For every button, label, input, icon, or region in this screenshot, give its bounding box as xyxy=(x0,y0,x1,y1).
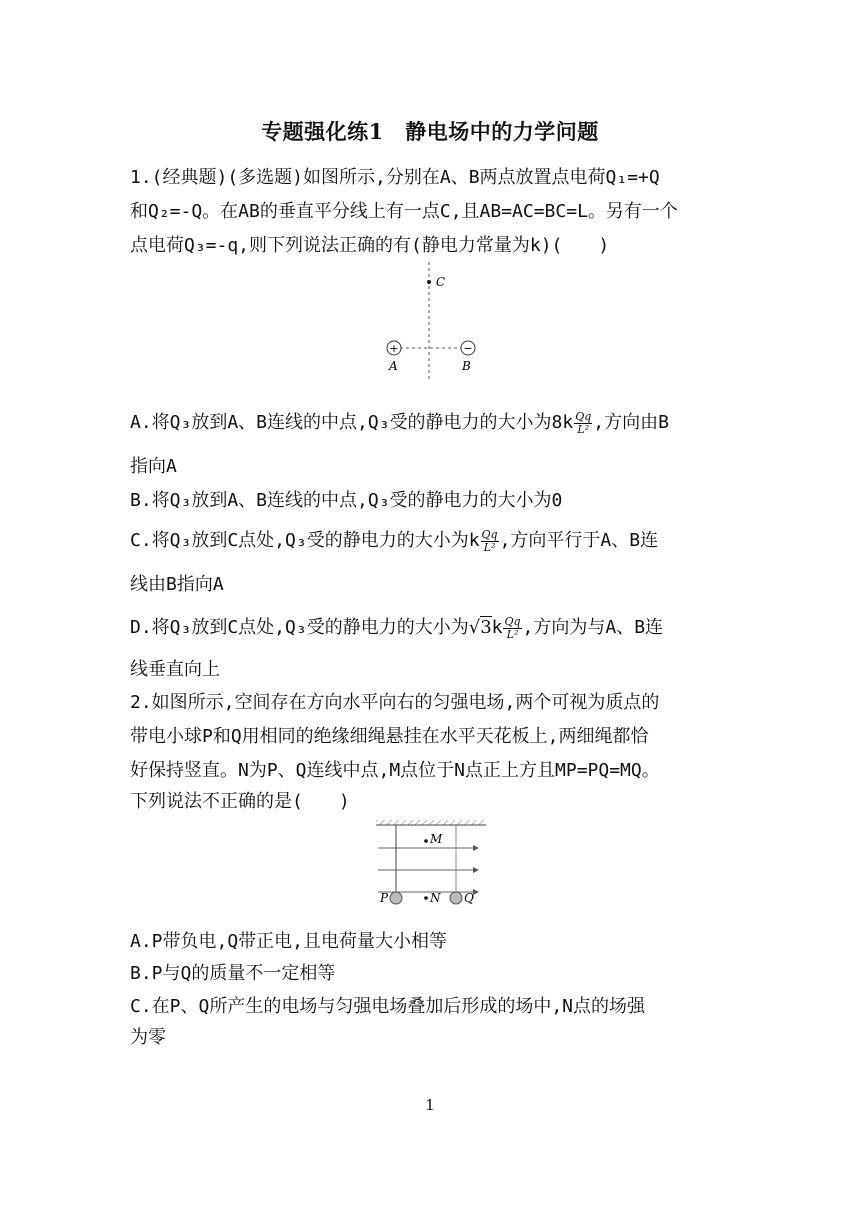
q1-option-a xyxy=(130,408,730,436)
sqrt-3: √3 xyxy=(468,617,492,638)
q1-option-a-text: A.将Q₃放到A、B连线的中点,Q₃受的静电力的大小为8k xyxy=(130,412,574,433)
label-b: B xyxy=(462,359,471,373)
label-c: C xyxy=(436,275,446,289)
q2-option-a: A.P带负电,Q带正电,且电荷量大小相等 xyxy=(130,931,448,952)
q1-option-c xyxy=(130,526,730,554)
label-a: A xyxy=(389,359,398,373)
q1-option-d: D.将Q₃放到C点处,Q₃受的静电力的大小为√3k $\frac{Qq}{\text{L²}}$ ,方向为与A、B连 xyxy=(130,614,664,641)
q1-option-c-cont: 线由B指向A xyxy=(130,574,224,595)
point-c-dot xyxy=(427,280,431,284)
label-p: P xyxy=(380,891,389,905)
q1-stem-line-2: 和Q₂=-Q。在AB的垂直平分线上有一点C,且AB=AC=BC=L。另有一个 xyxy=(130,201,678,222)
q1-charge-figure xyxy=(370,258,490,386)
q1-option-c-tail: ,方向平行于A、B连 xyxy=(499,530,659,551)
q2-option-b: B.P与Q的质量不一定相等 xyxy=(130,963,336,984)
q2-stem-line-2: 带电小球P和Q用相同的绝缘细绳悬挂在水平天花板上,两细绳都恰 xyxy=(130,726,649,747)
label-m: M xyxy=(430,832,443,846)
page-title: 专题强化练1 静电场中的力学问题 xyxy=(261,119,599,144)
q2-stem-line-1: 2.如图所示,空间存在方向水平向右的匀强电场,两个可视为质点的 xyxy=(130,692,660,713)
q1-option-a-tail: ,方向由B xyxy=(593,412,669,433)
page-number: 1 xyxy=(425,1096,435,1114)
q2-option-c-line-2: 为零 xyxy=(130,1027,166,1048)
q2-stem-line-4: 下列说法不正确的是( ) xyxy=(130,791,350,812)
fraction-qq-l2: $\frac{Qq}{\text{L²}}$ xyxy=(504,614,521,641)
minus-sign: − xyxy=(463,342,473,355)
q1-option-c-text: C.将Q₃放到C点处,Q₃受的静电力的大小为k xyxy=(130,530,480,551)
point-m-dot xyxy=(424,839,428,843)
q1-option-a-cont: 指向A xyxy=(130,456,177,477)
label-q: Q xyxy=(464,891,474,905)
point-n-dot xyxy=(424,896,428,900)
ceiling-hatch xyxy=(376,820,486,825)
fraction-qq-l2: $\frac{Qq}{\text{L²}}$ xyxy=(481,527,498,554)
q1-option-d-text: D.将Q₃放到C点处,Q₃受的静电力的大小为 xyxy=(130,617,469,638)
plus-sign: + xyxy=(389,342,399,355)
q1-stem-line-3: 点电荷Q₃=-q,则下列说法正确的有(静电力常量为k)( ) xyxy=(130,235,610,256)
q2-field-figure xyxy=(372,818,490,910)
q1-option-d-tail: ,方向为与A、B连 xyxy=(522,617,664,638)
q2-stem-line-3: 好保持竖直。N为P、Q连线中点,M点位于N点正上方且MP=PQ=MQ。 xyxy=(130,760,660,781)
q1-option-b: B.将Q₃放到A、B连线的中点,Q₃受的静电力的大小为0 xyxy=(130,490,563,511)
label-n: N xyxy=(430,891,441,905)
fraction-qq-l2: $\frac{Qq}{\text{L²}}$ xyxy=(575,409,592,436)
ball-q xyxy=(450,892,462,904)
q1-option-d-cont: 线垂直向上 xyxy=(130,659,220,680)
q1-stem-line-1: 1.(经典题)(多选题)如图所示,分别在A、B两点放置点电荷Q₁=+Q xyxy=(130,167,660,188)
q2-option-c-line-1: C.在P、Q所产生的电场与匀强电场叠加后形成的场中,N点的场强 xyxy=(130,996,646,1017)
ball-p xyxy=(390,892,402,904)
